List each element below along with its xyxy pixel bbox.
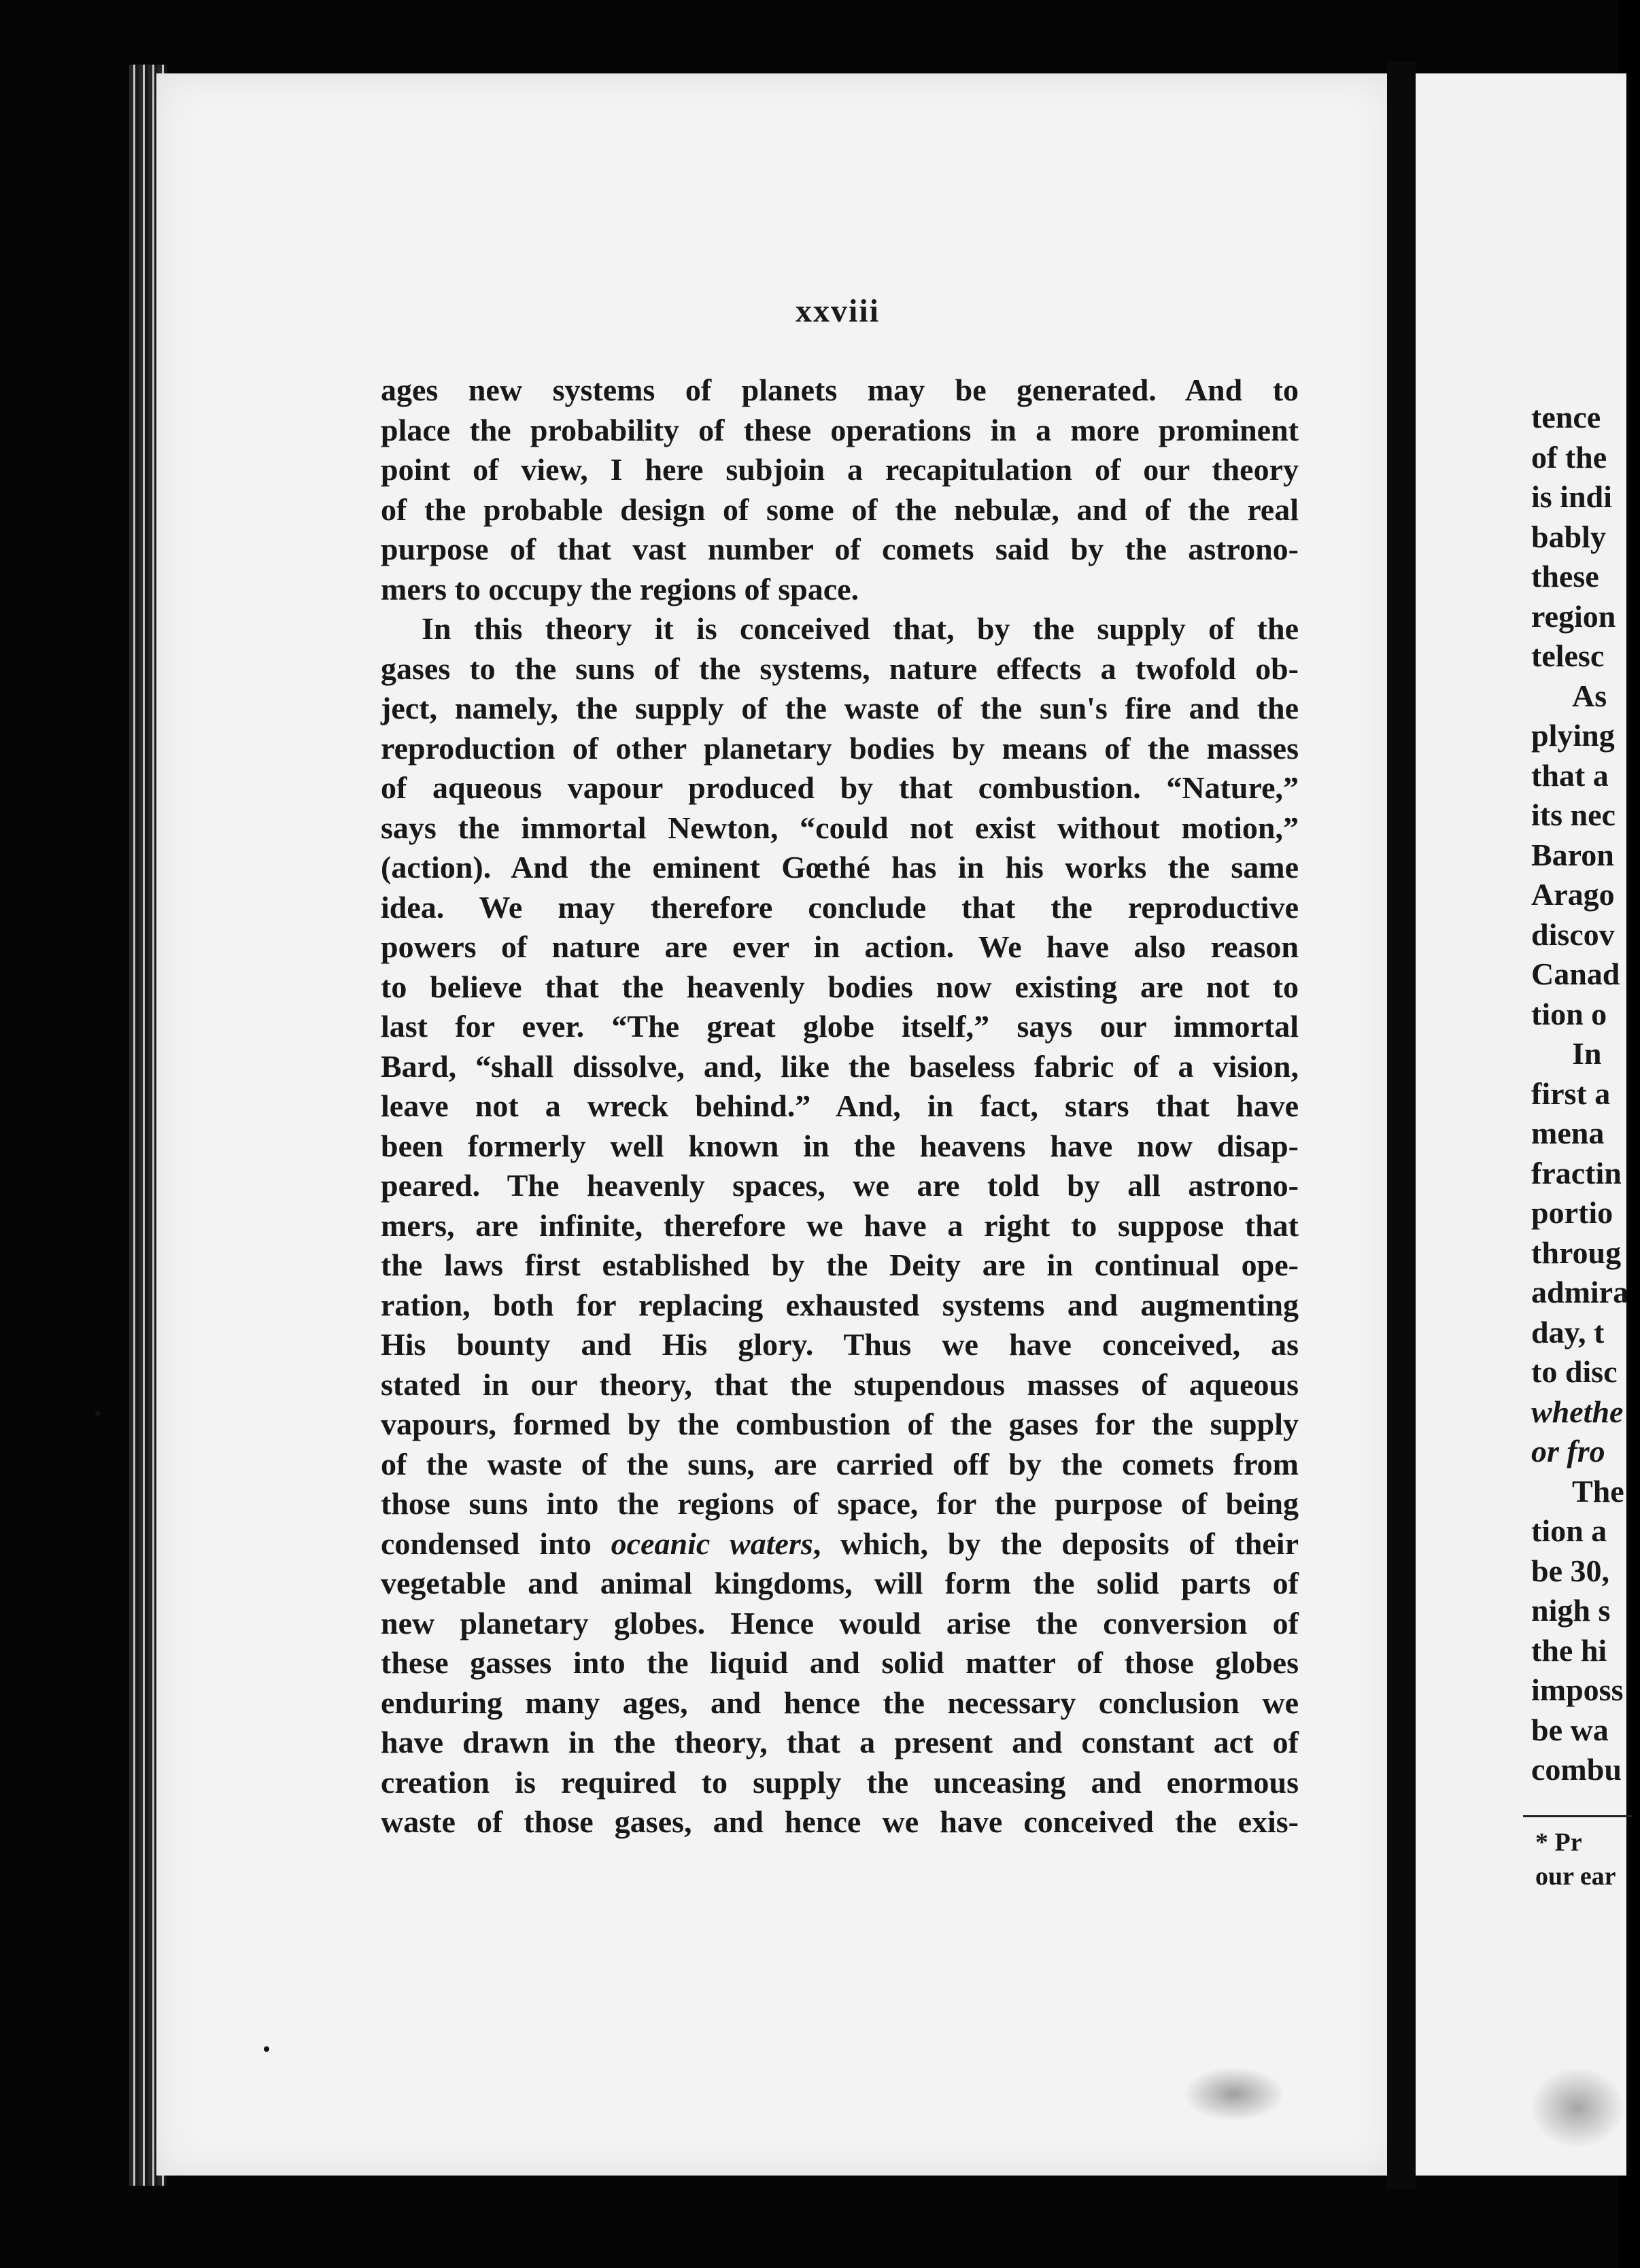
footnote-rule bbox=[1523, 1815, 1632, 1817]
text-line: mers, are infinite, therefore we have a right to suppose that bbox=[381, 1207, 1299, 1243]
facing-text-line: Arago bbox=[1531, 877, 1615, 912]
facing-text-line: these bbox=[1531, 559, 1599, 594]
facing-text-line: first a bbox=[1531, 1076, 1611, 1111]
text-line: point of view, I here subjoin a recapitulation of our theory bbox=[381, 452, 1299, 487]
facing-text-line: day, t bbox=[1531, 1314, 1605, 1350]
facing-text-line: is indi bbox=[1531, 479, 1612, 514]
facing-text-line: its nec bbox=[1531, 797, 1616, 832]
text-line: ject, namely, the supply of the waste of the sun's fire and the bbox=[381, 691, 1299, 725]
text-line: of the waste of the suns, are carried off by the comets from bbox=[381, 1446, 1299, 1481]
text-line: of aqueous vapour produced by that combustion. “Nature,” bbox=[381, 770, 1299, 805]
text-line: reproduction of other planetary bodies by means of the masses bbox=[381, 730, 1299, 766]
book-gutter bbox=[1387, 61, 1416, 2189]
text-line: peared. The heavenly spaces, we are told by all astrono- bbox=[381, 1168, 1299, 1203]
facing-footnote bbox=[1535, 1825, 1616, 1893]
facing-text-line: portio bbox=[1531, 1195, 1613, 1230]
text-line: waste of those gases, and hence we have conceived the exis- bbox=[381, 1804, 1299, 1839]
text-line: vegetable and animal kingdoms, will form the solid parts of bbox=[381, 1566, 1299, 1600]
facing-text-line: combu bbox=[1531, 1752, 1622, 1787]
facing-page-text bbox=[1531, 398, 1640, 1790]
facing-text-line: imposs bbox=[1531, 1672, 1624, 1707]
scan-smudge bbox=[1530, 2067, 1625, 2148]
facing-text-line: fractin bbox=[1531, 1155, 1622, 1190]
facing-text-line: nigh s bbox=[1531, 1593, 1611, 1628]
text-line: idea. We may therefore conclude that the reproductive bbox=[381, 889, 1299, 925]
scan-speck bbox=[264, 2046, 269, 2052]
text-line: In this theory it is conceived that, by the supply of the bbox=[422, 611, 1299, 646]
facing-text-line: tion a bbox=[1531, 1513, 1607, 1548]
facing-text-line: be wa bbox=[1531, 1712, 1609, 1747]
facing-text-line: mena bbox=[1531, 1116, 1605, 1150]
text-line: the laws first established by the Deity are in continual ope- bbox=[381, 1248, 1299, 1282]
text-line: purpose of that vast number of comets said by the astrono- bbox=[381, 532, 1299, 566]
page-number: xxviii bbox=[796, 293, 881, 329]
facing-text-line: bably bbox=[1531, 519, 1606, 554]
text-line: last for ever. “The great globe itself,” says our immortal bbox=[381, 1009, 1299, 1044]
text-line: Bard, “shall dissolve, and, like the baseless fabric of a vision, bbox=[381, 1048, 1299, 1084]
text-line: ages new systems of planets may be generated. And to bbox=[381, 373, 1299, 407]
text-line: these gasses into the liquid and solid matter of those globes bbox=[381, 1645, 1299, 1680]
text-line: mers to occupy the regions of space. bbox=[381, 571, 859, 606]
facing-text-line: Baron bbox=[1531, 837, 1614, 872]
emphasis-text: oceanic waters bbox=[611, 1526, 813, 1561]
text-line: powers of nature are ever in action. We have also reason bbox=[381, 929, 1299, 964]
facing-text-line: In bbox=[1572, 1036, 1602, 1071]
text-line: gases to the suns of the systems, nature effects a twofold ob- bbox=[381, 651, 1299, 686]
footnote-line: our ear bbox=[1535, 1862, 1616, 1891]
facing-text-line: telesc bbox=[1531, 638, 1605, 673]
text-line: creation is required to supply the unceasing and enormous bbox=[381, 1764, 1299, 1800]
facing-text-line: to disc bbox=[1531, 1354, 1618, 1389]
text-line: of the probable design of some of the nebulæ, and of the real bbox=[381, 492, 1299, 527]
text-line: stated in our theory, that the stupendous masses of aqueous bbox=[381, 1367, 1299, 1402]
text-line: new planetary globes. Hence would arise the conversion of bbox=[381, 1605, 1299, 1640]
text-line: leave not a wreck behind.” And, in fact, stars that have bbox=[381, 1088, 1299, 1123]
text-line: have drawn in the theory, that a present and constant act of bbox=[381, 1725, 1299, 1759]
text-line: condensed into oceanic waters, which, by the deposits of their bbox=[381, 1526, 1299, 1561]
facing-text-line: throug bbox=[1531, 1235, 1622, 1270]
facing-text-line: As bbox=[1572, 678, 1607, 713]
text-line: His bounty and His glory. Thus we have conceived, as bbox=[381, 1327, 1299, 1362]
scan-smudge bbox=[1183, 2067, 1285, 2121]
text-line: to believe that the heavenly bodies now existing are not to bbox=[381, 969, 1299, 1004]
text-line: (action). And the eminent Gœthé has in his works the same bbox=[381, 850, 1299, 884]
facing-text-line: be 30, bbox=[1531, 1553, 1609, 1588]
facing-text-line: admira bbox=[1531, 1275, 1629, 1309]
facing-text-line: plying bbox=[1531, 718, 1615, 753]
text-line: those suns into the regions of space, for the purpose of being bbox=[381, 1486, 1299, 1521]
text-line: been formerly well known in the heavens have now disap- bbox=[381, 1128, 1299, 1163]
facing-text-line: tion o bbox=[1531, 996, 1607, 1031]
facing-text-line: the hi bbox=[1531, 1632, 1607, 1668]
page-body-text bbox=[381, 371, 1299, 1842]
facing-text-line: or fro bbox=[1531, 1434, 1605, 1468]
text-line: enduring many ages, and hence the necessary conclusion we bbox=[381, 1685, 1299, 1720]
facing-text-line: discov bbox=[1531, 916, 1615, 952]
facing-text-line: of the bbox=[1531, 439, 1607, 475]
text-line: place the probability of these operations in a more prominent bbox=[381, 412, 1299, 447]
facing-text-line: that a bbox=[1531, 757, 1609, 793]
facing-text-line: region bbox=[1531, 598, 1616, 634]
scan-speck bbox=[95, 1411, 101, 1416]
text-line: vapours, formed by the combustion of the gases for the supply bbox=[381, 1407, 1299, 1441]
facing-text-line: whethe bbox=[1531, 1394, 1624, 1429]
facing-text-line: Canad bbox=[1531, 957, 1620, 991]
footnote-line: * Pr bbox=[1535, 1828, 1582, 1857]
facing-text-line: tence bbox=[1531, 400, 1601, 434]
facing-text-line: The bbox=[1572, 1473, 1624, 1509]
text-line: ration, both for replacing exhausted systems and augmenting bbox=[381, 1287, 1299, 1322]
text-line: says the immortal Newton, “could not exist without motion,” bbox=[381, 810, 1299, 845]
